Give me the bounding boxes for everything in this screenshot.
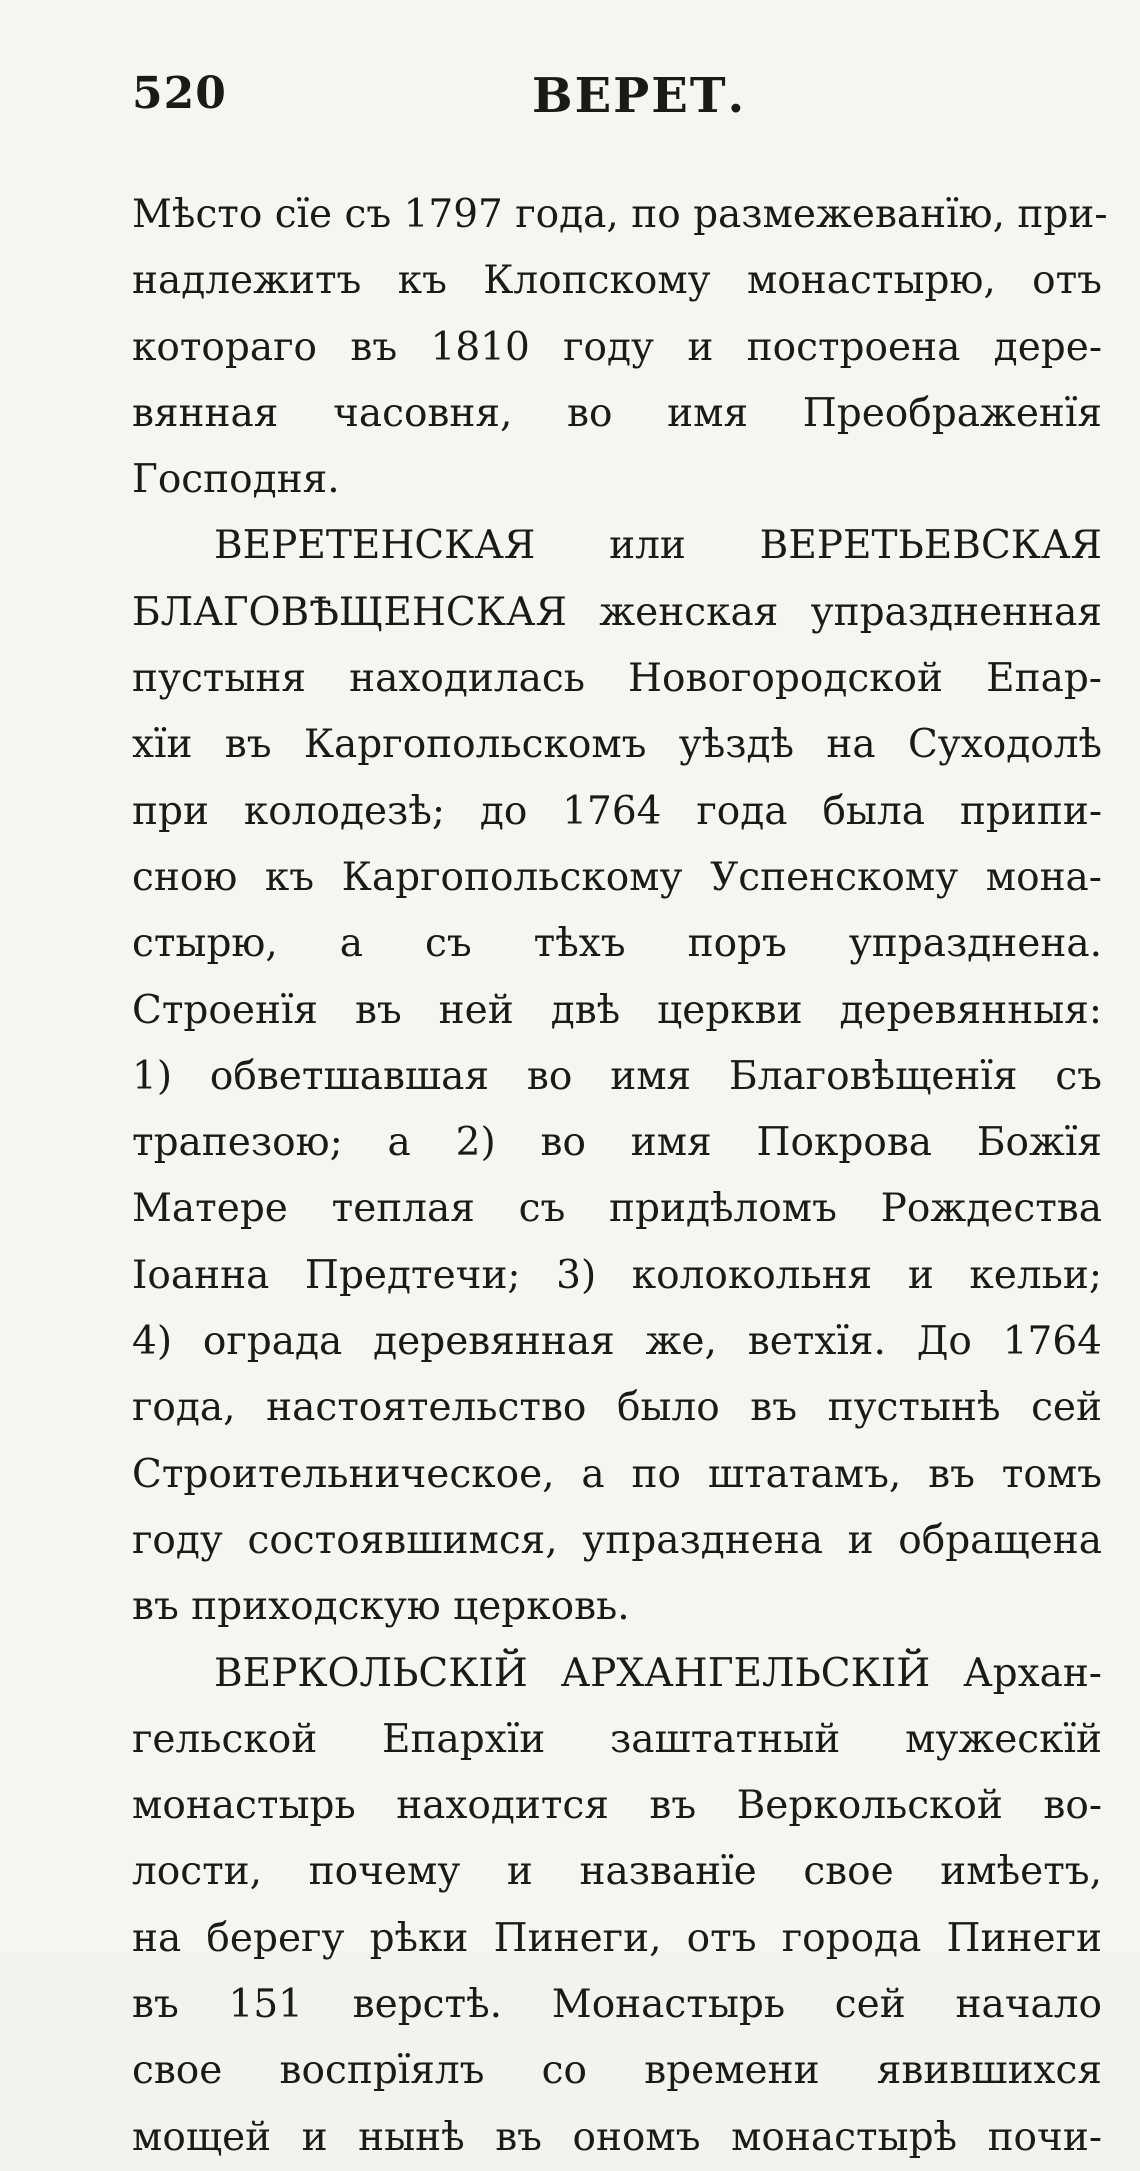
text-line: въ 151 верстѣ. Монастырь сей начало [132, 1982, 1102, 2028]
text-line: въ приходскую церковь. [132, 1584, 630, 1630]
text-line: 1) обветшавшая во имя Благовѣщенїя съ [132, 1053, 1102, 1099]
text-line: на берегу рѣки Пинеги, отъ города Пинеги [132, 1915, 1102, 1961]
text-line: монастырь находится въ Веркольской во- [132, 1783, 1102, 1829]
text-line: мощей и нынѣ въ ономъ монастырѣ почи- [132, 2114, 1102, 2160]
text-line: трапезою; а 2) во имя Покрова Божїя [132, 1120, 1102, 1166]
text-line: лости, почему и названїе свое имѣетъ, [132, 1849, 1102, 1895]
text-line: ВЕРКОЛЬСКІЙ АРХАНГЕЛЬСКІЙ Архан- [214, 1650, 1102, 1696]
text-line: вянная часовня, во имя Преображенїя [132, 390, 1102, 436]
page-number: 520 [132, 68, 227, 119]
text-line: пустыня находилась Новогородской Епар- [132, 656, 1102, 702]
text-line: 4) ограда деревянная же, ветхїя. До 1764 [132, 1319, 1102, 1365]
text-line: свое воспрїялъ со времени явившихся [132, 2048, 1102, 2094]
text-line: году состоявшимся, упразднена и обращена [132, 1517, 1102, 1563]
page-header [132, 68, 1102, 128]
paragraph [132, 513, 1102, 1640]
text-line: года, настоятельство было въ пустынѣ сей [132, 1385, 1102, 1431]
text-line: Матере теплая съ придѣломъ Рождества [132, 1186, 1102, 1232]
text-line: ВЕРЕТЕНСКАЯ или ВЕРЕТЬЕВСКАЯ [214, 523, 1102, 569]
running-head: ВЕРЕТ. [532, 68, 747, 124]
text-line: Строенїя въ ней двѣ церкви деревянныя: [132, 987, 1102, 1033]
paragraph [132, 182, 1108, 513]
text-line: БЛАГОВѢЩЕНСКАЯ женская упраздненная [132, 589, 1102, 635]
text-line: при колодезѣ; до 1764 года была припи- [132, 788, 1102, 834]
paragraph [132, 1641, 1102, 2171]
text-line: стырю, а съ тѣхъ поръ упразднена. [132, 921, 1102, 967]
body-text [132, 182, 1108, 2171]
text-line: хїи въ Каргопольскомъ уѣздѣ на Суходолѣ [132, 722, 1102, 768]
text-line: Строительническое, а по штатамъ, въ томъ [132, 1451, 1102, 1497]
text-line: Іоанна Предтечи; 3) колокольня и кельи; [132, 1252, 1102, 1298]
text-line: Мѣсто сїе съ 1797 года, по размежеванїю, при- [132, 192, 1108, 237]
text-line: сною къ Каргопольскому Успенскому мона- [132, 854, 1102, 900]
text-line: надлежитъ къ Клопскому монастырю, отъ [132, 258, 1102, 304]
text-line: гельской Епархїи заштатный мужескїй [132, 1716, 1102, 1762]
text-line: Господня. [132, 457, 340, 503]
text-line: котораго въ 1810 году и построена дере- [132, 324, 1102, 370]
